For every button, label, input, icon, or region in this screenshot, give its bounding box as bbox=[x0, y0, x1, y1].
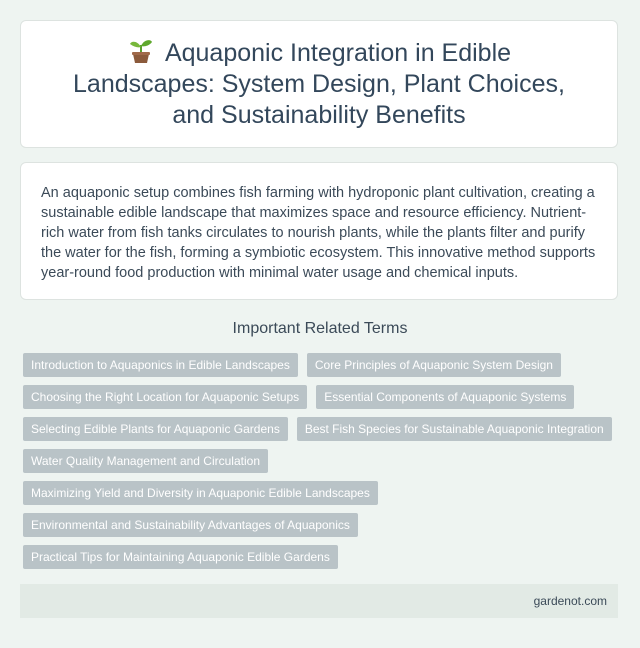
sprout-icon bbox=[127, 38, 155, 64]
term-tag[interactable]: Selecting Edible Plants for Aquaponic Gardens bbox=[23, 417, 288, 441]
term-tag[interactable]: Choosing the Right Location for Aquaponic Setups bbox=[23, 385, 307, 409]
footer-site-link[interactable]: gardenot.com bbox=[533, 594, 607, 608]
footer bbox=[20, 584, 618, 618]
term-tag[interactable]: Maximizing Yield and Diversity in Aquaponic Edible Landscapes bbox=[23, 481, 378, 505]
page-title bbox=[57, 38, 581, 131]
description-card bbox=[20, 162, 618, 300]
related-terms-heading: Important Related Terms bbox=[232, 320, 408, 337]
term-tag[interactable]: Water Quality Management and Circulation bbox=[23, 449, 268, 473]
term-tag[interactable]: Core Principles of Aquaponic System Design bbox=[307, 353, 561, 377]
term-tag[interactable]: Environmental and Sustainability Advantages of Aquaponics bbox=[23, 513, 358, 537]
description-text: An aquaponic setup combines fish farming with hydroponic plant cultivation, creating a sustainable edible landscape that maximizes space and resource efficiency. Nutrient-rich water from fish tanks circulates to nourish plants, while the plants filter and purify the water for the fish, forming a symbiotic ecosystem. This innovative method supports year-round food production with minimal water usage and chemical inputs. bbox=[41, 185, 596, 281]
term-tag[interactable]: Best Fish Species for Sustainable Aquaponic Integration bbox=[297, 417, 612, 441]
term-tag[interactable]: Practical Tips for Maintaining Aquaponic Edible Gardens bbox=[23, 545, 338, 569]
title-card bbox=[20, 20, 618, 148]
page-title-text: Aquaponic Integration in Edible Landscapes: System Design, Plant Choices, and Sustainability Benefits bbox=[73, 38, 565, 129]
term-tag[interactable]: Essential Components of Aquaponic Systems bbox=[316, 385, 574, 409]
related-terms-list bbox=[23, 353, 623, 569]
term-tag[interactable]: Introduction to Aquaponics in Edible Landscapes bbox=[23, 353, 298, 377]
